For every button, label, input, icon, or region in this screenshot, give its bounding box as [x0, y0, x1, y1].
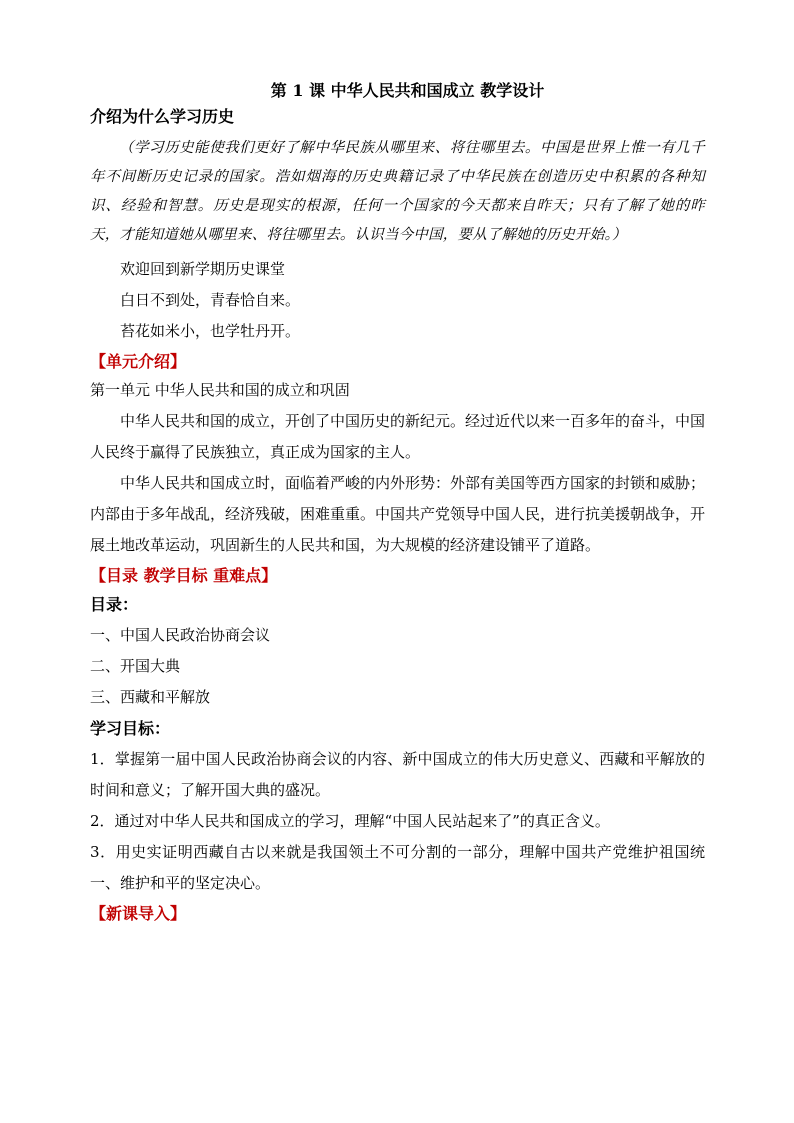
intro-paragraph: （学习历史能使我们更好了解中华民族从哪里来、将往哪里去。中国是世界上惟一有几千年不间断历史记录的国家。浩如烟海的历史典籍记录了中华民族在创造历史中积累的各种知识、经验和智慧。历史是现实的根源，任何一个国家的今天都来自昨天；只有了解了她的昨天，才能知道她从哪里来、将往哪里去。认识当今中国，要从了解她的历史开始。） — [90, 140, 705, 243]
goal-item-3: 3．用史实证明西藏自古以来就是我国领土不可分割的一部分，理解中国共产党维护祖国统一、维护和平的坚定决心。 — [90, 843, 705, 892]
welcome-line: 欢迎回到新学期历史课堂 — [120, 260, 286, 278]
catalog-item: 二、开国大典 — [90, 657, 181, 675]
catalog-label: 目录： — [90, 595, 139, 614]
goal-item-1: 1．掌握第一届中国人民政治协商会议的内容、新中国成立的伟大历史意义、西藏和平解放的时间和意义；了解开国大典的盛况。 — [90, 750, 705, 799]
unit-paragraph-2: 中华人民共和国成立时，面临着严峻的内外形势：外部有美国等西方国家的封锁和威胁；内部由于多年战乱，经济残破，困难重重。中国共产党领导中国人民，进行抗美援朝战争，开展土地改革运动，巩固新生的人民共和国，为大规模的经济建设铺平了道路。 — [90, 474, 706, 554]
unit-section-heading: 【单元介绍】 — [90, 352, 187, 371]
document-title: 第 1 课 中华人民共和国成立 教学设计 — [270, 81, 545, 100]
intro-heading: 介绍为什么学习历史 — [90, 107, 235, 126]
goal-item-2: 2．通过对中华人民共和国成立的学习，理解“中国人民站起来了”的真正含义。 — [90, 812, 610, 830]
catalog-item: 一、中国人民政治协商会议 — [90, 626, 271, 644]
unit-title: 第一单元 中华人民共和国的成立和巩固 — [90, 381, 350, 399]
goals-label: 学习目标： — [90, 719, 171, 738]
catalog-section-heading: 【目录 教学目标 重难点】 — [90, 566, 278, 585]
poem-line-1: 白日不到处，青春恰自来。 — [120, 291, 301, 309]
document-page — [90, 78, 705, 927]
unit-paragraph-1: 中华人民共和国的成立，开创了中国历史的新纪元。经过近代以来一百多年的奋斗，中国人民终于赢得了民族独立，真正成为国家的主人。 — [90, 412, 706, 461]
new-lesson-heading: 【新课导入】 — [90, 904, 187, 923]
poem-line-2: 苔花如米小，也学牡丹开。 — [120, 322, 301, 340]
catalog-item: 三、西藏和平解放 — [90, 688, 211, 706]
